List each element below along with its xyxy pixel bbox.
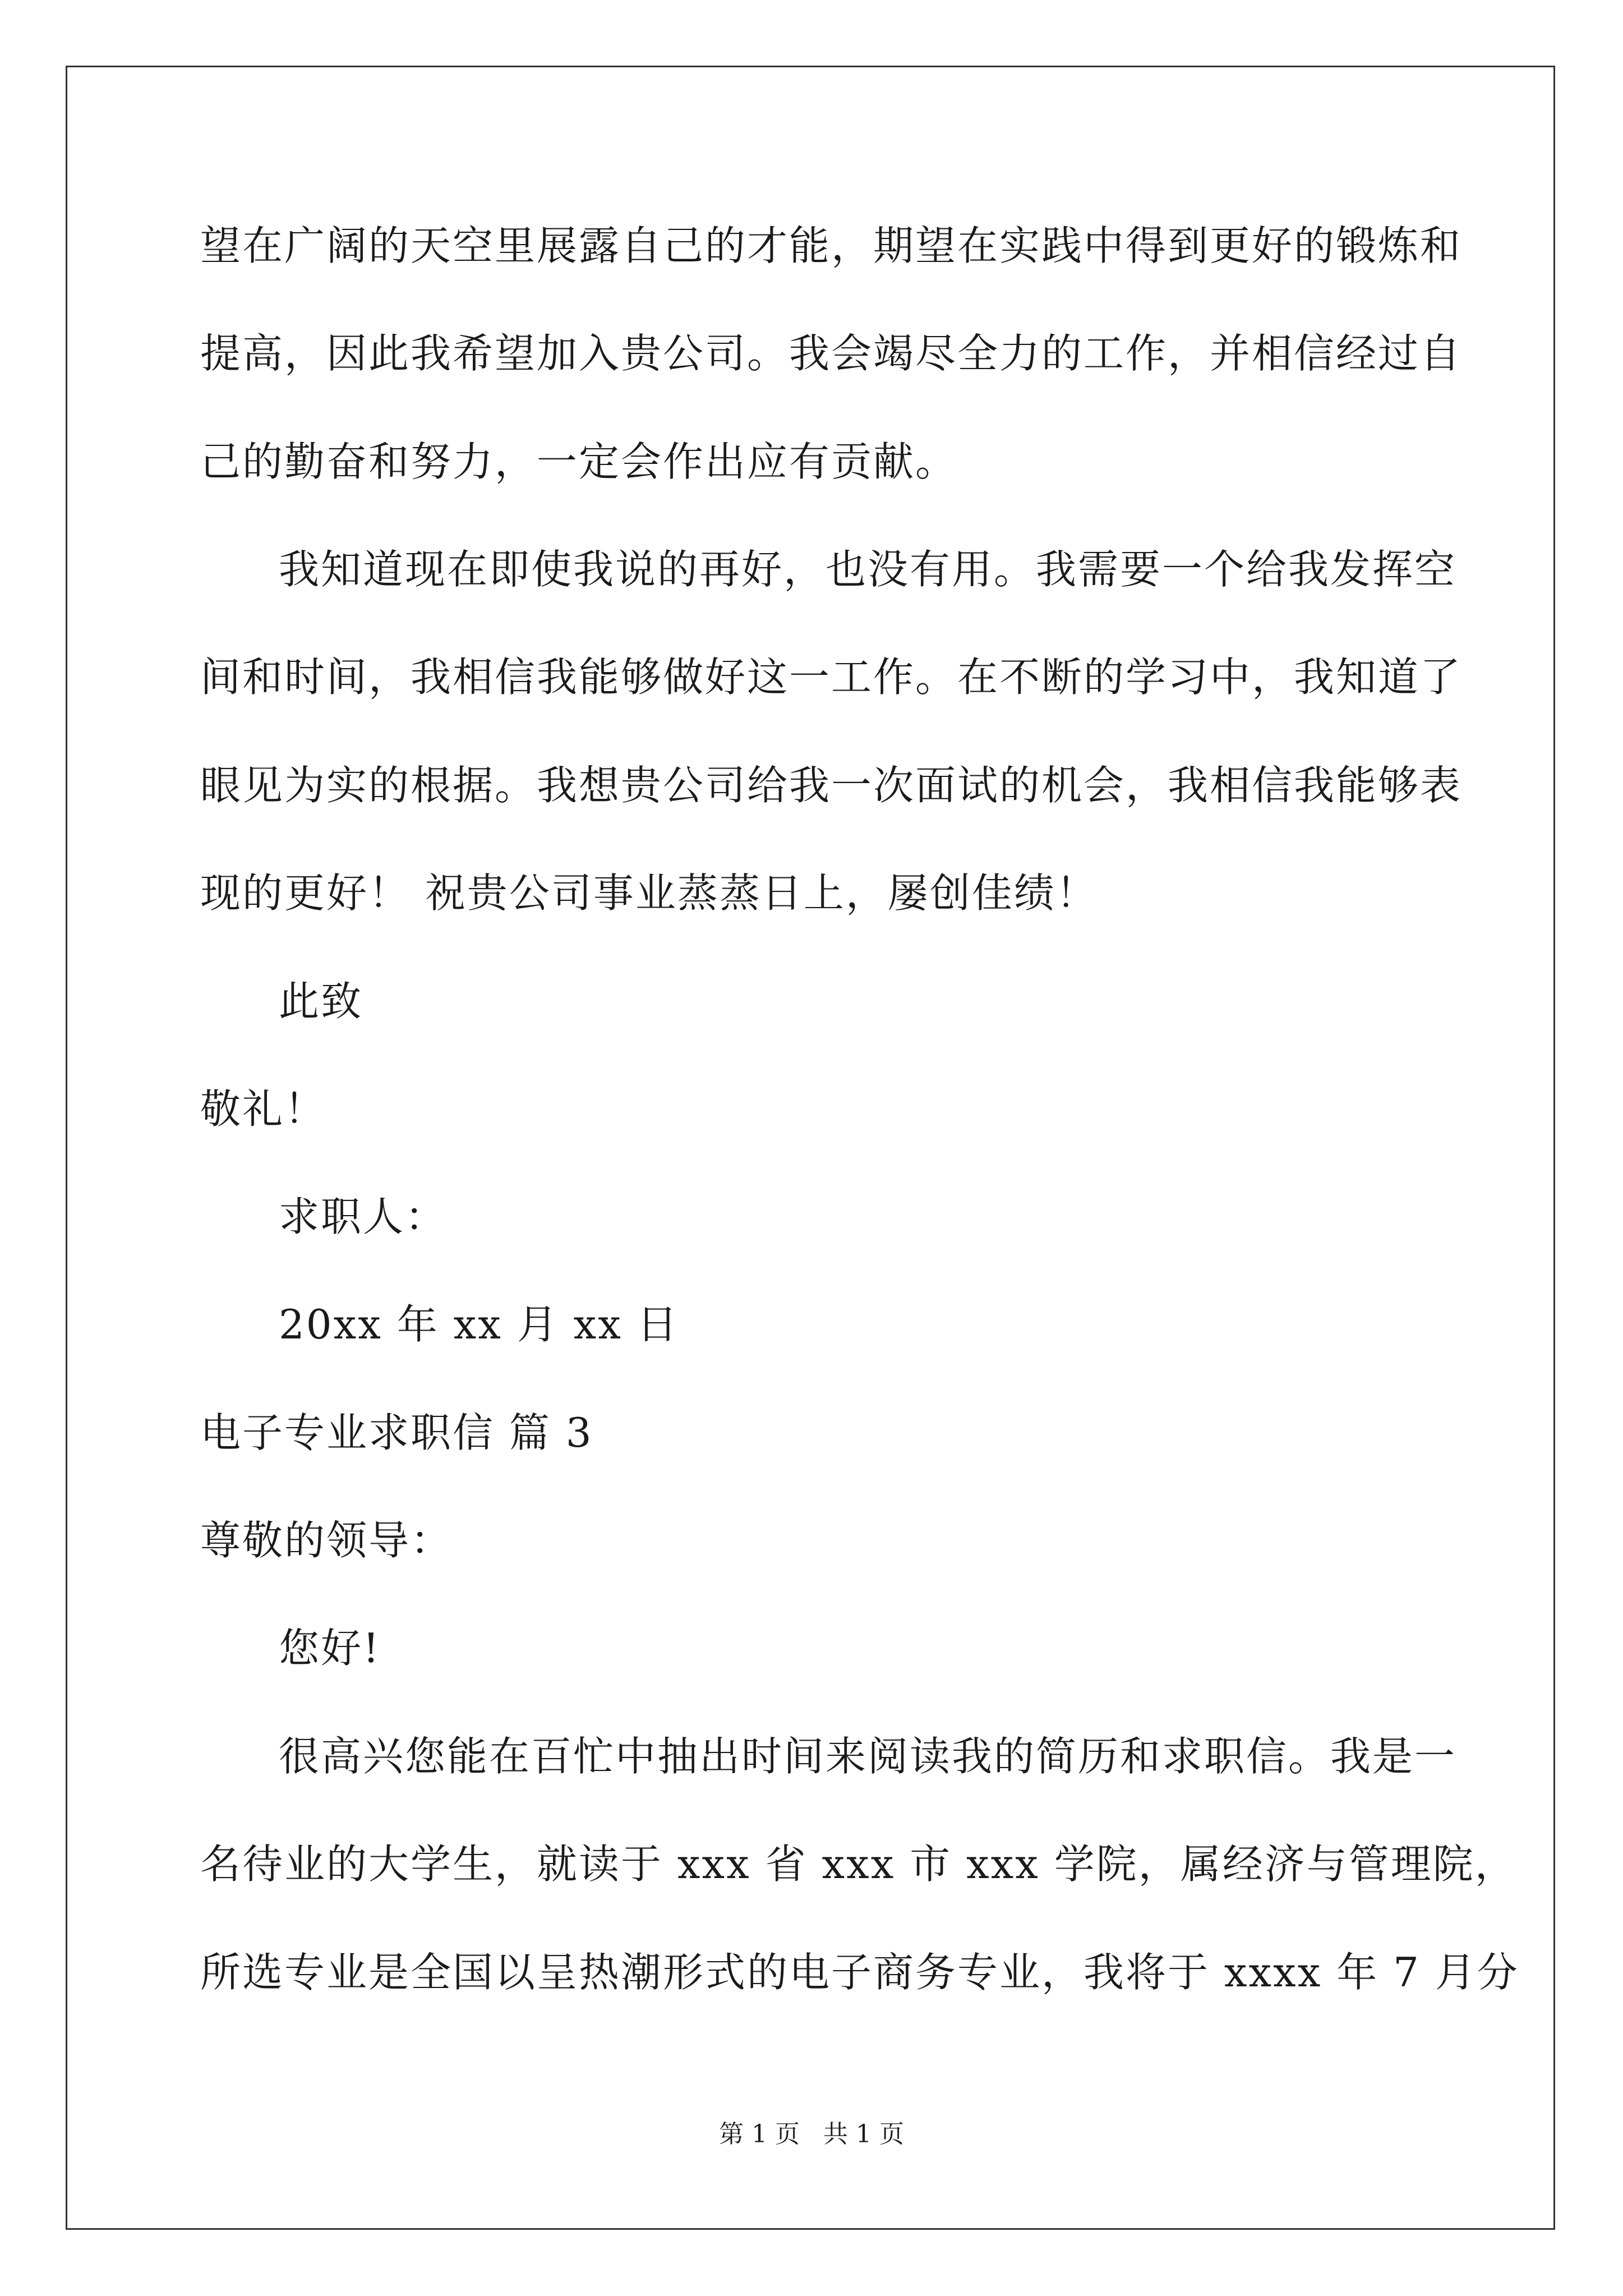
paragraph-line: 名待业的大学生，就读于 xxx 省 xxx 市 xxx 学院，属经济与管理院， (200, 1841, 1517, 1888)
paragraph-line: 我知道现在即使我说的再好，也没有用。我需要一个给我发挥空 (279, 546, 1457, 593)
page-frame (66, 66, 1555, 2230)
section-heading: 电子专业求职信 篇 3 (200, 1409, 593, 1456)
paragraph-line: 望在广阔的天空里展露自己的才能，期望在实践中得到更好的锻炼和 (200, 222, 1463, 269)
date-line: 20xx 年 xx 月 xx 日 (279, 1301, 679, 1348)
page-number-footer: 第 1 页 共 1 页 (719, 2120, 904, 2148)
applicant-label: 求职人： (279, 1193, 448, 1240)
salutation-closing: 敬礼！ (200, 1085, 327, 1133)
closing-phrase: 此致 (279, 978, 363, 1025)
paragraph-line: 提高，因此我希望加入贵公司。我会竭尽全力的工作，并相信经过自 (200, 330, 1463, 377)
paragraph-line: 所选专业是全国以呈热潮形式的电子商务专业，我将于 xxxx 年 7 月分 (200, 1949, 1519, 1996)
paragraph-line: 现的更好！ 祝贵公司事业蒸蒸日上，屡创佳绩！ (200, 869, 1098, 917)
paragraph-line: 很高兴您能在百忙中抽出时间来阅读我的简历和求职信。我是一 (279, 1733, 1457, 1780)
paragraph-line: 己的勤奋和努力，一定会作出应有贡献。 (200, 438, 958, 485)
paragraph-line: 间和时间，我相信我能够做好这一工作。在不断的学习中，我知道了 (200, 654, 1463, 701)
greeting-recipient: 尊敬的领导： (200, 1517, 453, 1564)
paragraph-line: 眼见为实的根据。我想贵公司给我一次面试的机会，我相信我能够表 (200, 762, 1463, 809)
greeting: 您好! (279, 1625, 381, 1672)
